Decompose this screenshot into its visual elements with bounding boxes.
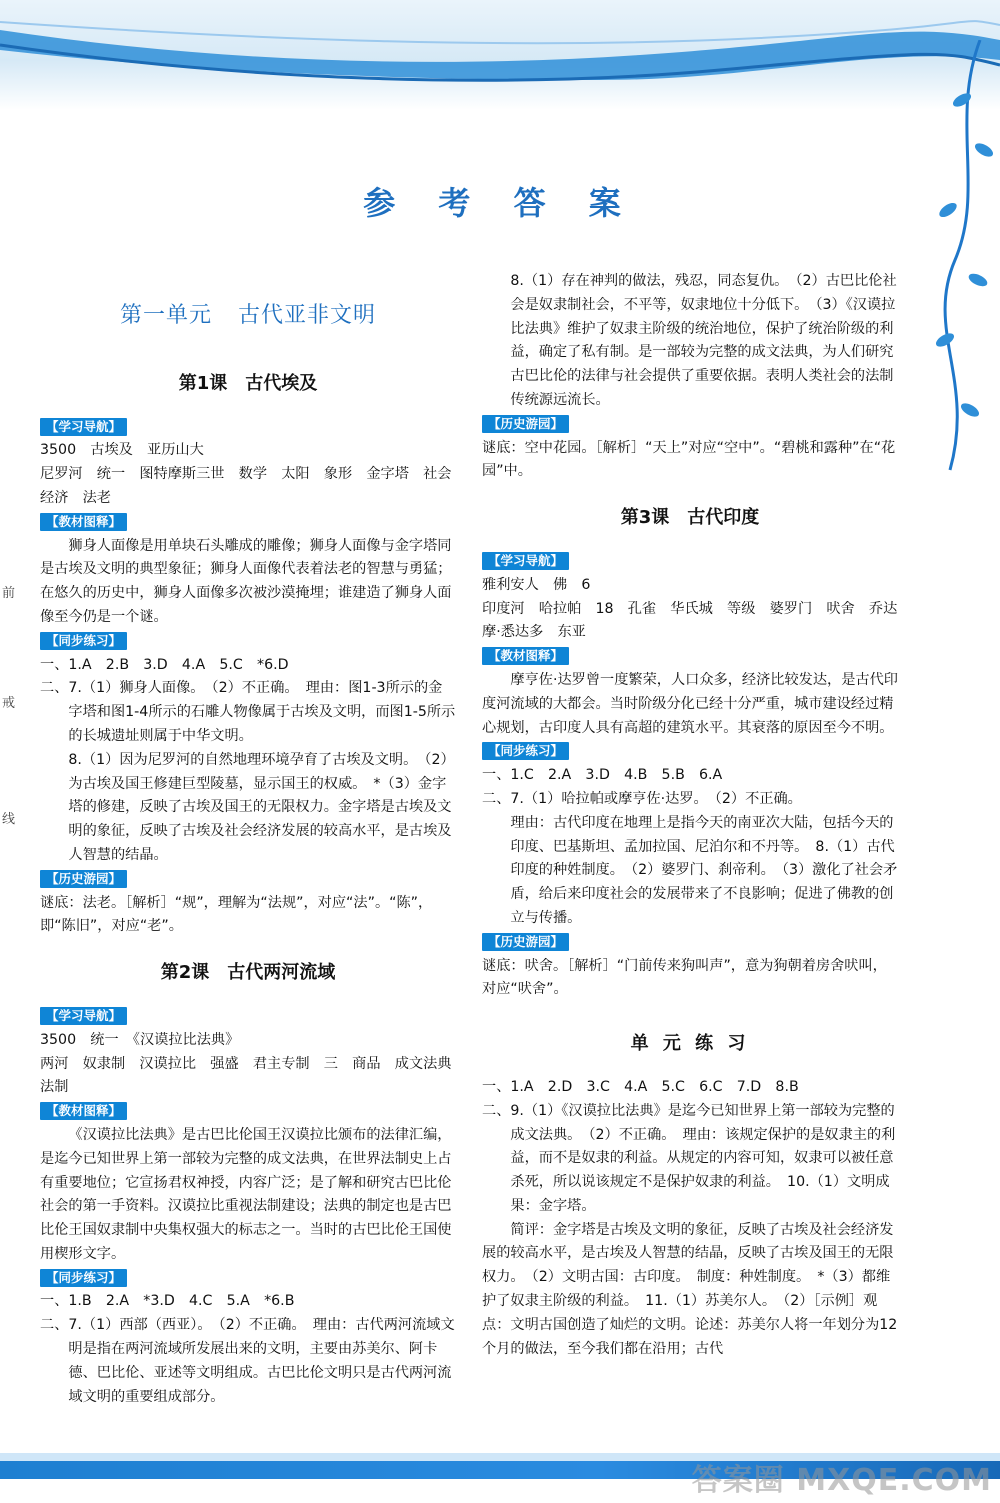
figure-explanation: 《汉谟拉比法典》是古巴比伦国王汉谟拉比颁布的法律汇编，是迄今已知世界上第一部较为完整的成文法典，在世界法制史上占有重要地位；它宣扬君权神授，内容广泛；是了解和研究古巴比伦社会的第一手资料。汉谟拉比重视法制建设；法典的制定也是古巴比伦王国奴隶制中央集权强大的标志之一。当时的古巴比伦王国使用楔形文字。 (40, 1126, 452, 1262)
answer-line: 简评：金字塔是古埃及文明的象征，反映了古埃及社会经济发展的较高水平，是古埃及人智慧的结晶，反映了古埃及国王的无限权力。 （2）文明古国：古印度。 制度：种姓制度。 *（3）都维护了奴隶主阶级的利益。 11.（1）苏美尔人。 （2）［示例］观点：文明古国创造了灿烂的文明。论述：苏美尔人将一年划分为12个月的做法，至今我们都在沿用；古代 (482, 1221, 898, 1357)
answer-line: 一、1.C 2.A 3.D 4.B 5.B 6.A (482, 767, 723, 784)
answer-line: 一、1.A 2.D 3.C 4.A 5.C 6.C 7.D 8.B (482, 1078, 799, 1095)
answer-line: 8.（1）存在神判的做法，残忍，同态复仇。 （2）古巴比伦社会是奴隶制社会，不平等，奴隶地位十分低下。 （3）《汉谟拉比法典》维护了奴隶主阶级的统治地位，保护了统治阶级的利益，确定了私有制。是一部较为完整的成文法典，为人们研究古巴比伦的法律与社会提供了重要依据。表明人类社会的法制传统源远流长。 (510, 273, 897, 408)
section-tag: 【教材图释】 (482, 647, 569, 665)
guide-line: 尼罗河 统一 图特摩斯三世 数学 太阳 象形 金字塔 社会经济 法老 (40, 466, 452, 506)
section-tag: 【历史游园】 (40, 870, 127, 888)
answer-line: 二、7.（1）哈拉帕或摩亨佐·达罗。 （2）不正确。 (482, 790, 802, 807)
section-tag: 【同步练习】 (482, 742, 569, 760)
right-column (482, 270, 898, 1361)
lesson-title: 第2课 古代两河流域 (160, 962, 336, 984)
answer-line: 理由：古代印度在地理上是指今天的南亚次大陆，包括今天的印度、巴基斯坦、孟加拉国、尼泊尔和不丹等。 8.（1）古代印度的种姓制度。 （2）婆罗门、刹帝利。 （3）激化了社会矛盾，给后来印度社会的发展带来了不良影响；促进了佛教的创立与传播。 (510, 814, 898, 926)
lesson-title: 第1课 古代埃及 (178, 372, 318, 394)
unit-title: 第一单元 古代亚非文明 (119, 303, 377, 328)
answer-line: 8.（1）因为尼罗河的自然地理环境孕育了古埃及文明。 （2）为古埃及国王修建巨型陵墓，显示国王的权威。 *（3）金字塔的修建，反映了古埃及国王的无限权力。金字塔是古埃及文明的象征，反映了古埃及社会经济发展的较高水平，是古埃及人智慧的结晶。 (68, 751, 455, 863)
watermark: 答案圈 MXQE.COM (691, 1463, 992, 1498)
left-column (40, 300, 466, 1409)
section-tag: 【学习导航】 (482, 552, 569, 570)
answer-line: 二、7.（1）西部（西亚）。 （2）不正确。 理由：古代两河流域文明是指在两河流域所发展出来的文明，主要由苏美尔、阿卡德、巴比伦、亚述等文明组成。古巴比伦文明只是古代两河流域文明的重要组成部分。 (40, 1317, 455, 1405)
margin-char: 线 (2, 812, 16, 827)
unit-exercise-title: 单 元 练 习 (630, 1033, 750, 1055)
riddle-answer: 谜底：吠舍。［解析］“门前传来狗叫声”，意为狗朝着房舍吠叫，对应“吠舍”。 (482, 957, 887, 998)
figure-explanation: 摩亨佐·达罗曾一度繁荣，人口众多，经济比较发达，是古代印度河流域的大都会。当时阶级分化已经十分严重，城市建设经过精心规划，古印度人具有高超的建筑水平。其衰落的原因至今不明。 (482, 671, 898, 736)
ribbon-decoration (0, 0, 1000, 110)
section-tag: 【教材图释】 (40, 513, 127, 531)
section-tag: 【历史游园】 (482, 933, 569, 951)
answer-line: 一、1.B 2.A *3.D 4.C 5.A *6.B (40, 1293, 295, 1310)
section-tag: 【同步练习】 (40, 1269, 127, 1287)
header-band (0, 0, 1000, 110)
answer-line: 一、1.A 2.B 3.D 4.A 5.C *6.D (40, 656, 289, 673)
margin-char: 戒 (2, 696, 16, 711)
page-title: 参 考 答 案 (363, 184, 637, 222)
guide-line: 印度河 哈拉帕 18 孔雀 华氏城 等级 婆罗门 吠舍 乔达摩·悉达多 东亚 (482, 600, 898, 641)
section-tag: 【学习导航】 (40, 418, 127, 436)
riddle-answer: 谜底：空中花园。［解析］“天上”对应“空中”。“碧桃和露种”在“花园”中。 (482, 439, 896, 480)
margin-char: 前 (2, 586, 16, 601)
answer-line: 二、7.（1）狮身人面像。 （2）不正确。 理由：图1-3所示的金字塔和图1-4所示的石雕人物像属于古埃及文明，而图1-5所示的长城遗址则属于中华文明。 (40, 680, 456, 744)
guide-line: 3500 古埃及 亚历山大 (40, 442, 204, 459)
vine-decoration (890, 40, 1000, 480)
figure-explanation: 狮身人面像是用单块石头雕成的雕像；狮身人面像与金字塔同是古埃及文明的典型象征；狮身人面像代表着法老的智慧与勇猛；在悠久的历史中，狮身人面像多次被沙漠掩埋；谁建造了狮身人面像至今仍是一个谜。 (40, 537, 452, 625)
section-tag: 【教材图释】 (40, 1102, 127, 1120)
section-tag: 【同步练习】 (40, 632, 127, 650)
guide-line: 雅利安人 佛 6 (482, 576, 591, 593)
guide-line: 两河 奴隶制 汉谟拉比 强盛 君主专制 三 商品 成文法典 法制 (40, 1055, 466, 1096)
answer-line: 二、9.（1）《汉谟拉比法典》是迄今已知世界上第一部较为完整的成文法典。 （2）不正确。 理由：该规定保护的是奴隶主的利益，而不是奴隶的利益。从规定的内容可知，奴隶可以被任意杀死，所以说该规定不是保护奴隶的利益。 10.（1）文明成果：金字塔。 (482, 1102, 896, 1214)
lesson-title: 第3课 古代印度 (620, 507, 760, 529)
guide-line: 3500 统一 《汉谟拉比法典》 (40, 1031, 240, 1048)
section-tag: 【历史游园】 (482, 415, 569, 433)
riddle-answer: 谜底：法老。［解析］“规”，理解为“法规”，对应“法”。“陈”，即“陈旧”，对应“老”。 (40, 894, 433, 935)
section-tag: 【学习导航】 (40, 1007, 127, 1025)
